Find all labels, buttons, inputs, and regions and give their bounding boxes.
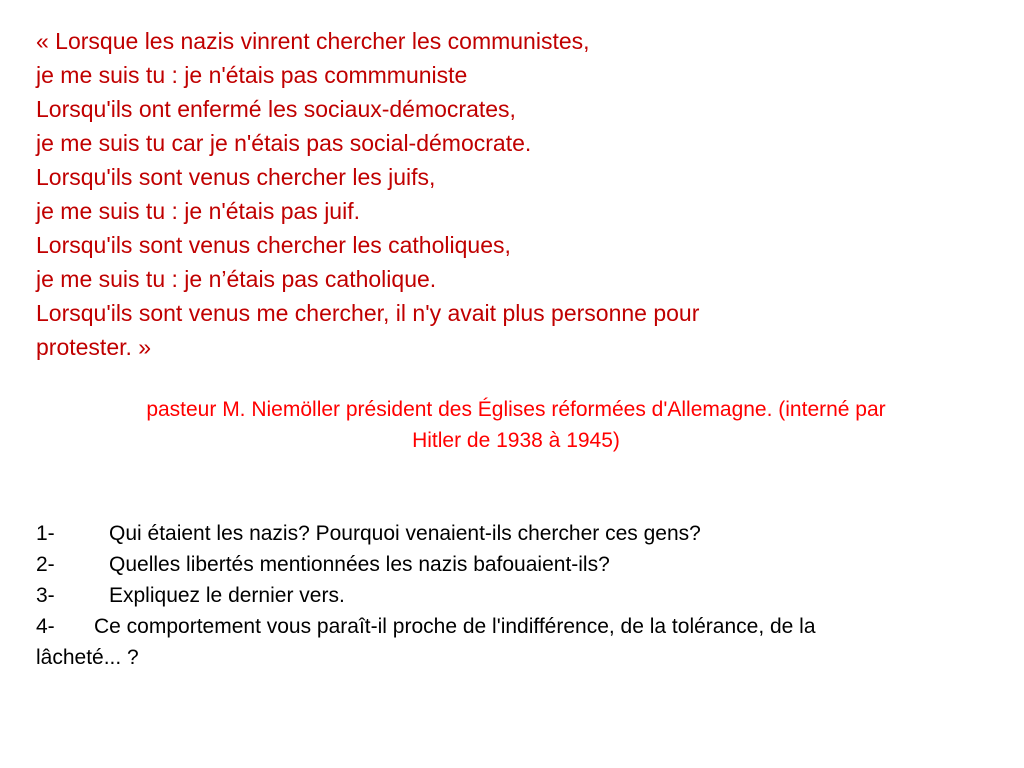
attribution [36,394,996,456]
question-text-continuation: lâcheté... ? [36,646,139,669]
question-number: 2- [36,553,55,576]
attribution-line-2: Hitler de 1938 à 1945) [412,429,620,452]
question-item [36,611,996,673]
questions-list [36,518,996,673]
attribution-line-1: pasteur M. Niemöller président des Églises réformées d'Allemagne. (interné par [146,398,886,421]
question-number: 1- [36,522,55,545]
poem-line: protester. » [36,334,152,360]
poem-line: je me suis tu car je n'étais pas social-démocrate. [36,130,532,156]
poem-line: je me suis tu : je n’étais pas catholique. [36,266,437,292]
question-number: 4- [36,615,55,638]
poem-line: Lorsqu'ils sont venus chercher les catholiques, [36,232,511,258]
poem-line: je me suis tu : je n'étais pas commmuniste [36,62,468,88]
question-text: Qui étaient les nazis? Pourquoi venaient-ils chercher ces gens? [109,522,701,545]
question-text: Expliquez le dernier vers. [109,584,345,607]
question-number: 3- [36,584,55,607]
question-text: Quelles libertés mentionnées les nazis bafouaient-ils? [109,553,610,576]
poem-line: je me suis tu : je n'étais pas juif. [36,198,360,224]
question-text: Ce comportement vous paraît-il proche de l'indifférence, de la tolérance, de la [94,615,816,638]
question-item [36,518,996,549]
poem-quote [36,24,996,364]
poem-line: « Lorsque les nazis vinrent chercher les communistes, [36,28,590,54]
question-item [36,580,996,611]
poem-line: Lorsqu'ils ont enfermé les sociaux-démocrates, [36,96,516,122]
poem-line: Lorsqu'ils sont venus me chercher, il n'y avait plus personne pour [36,300,700,326]
poem-line: Lorsqu'ils sont venus chercher les juifs, [36,164,436,190]
question-item [36,549,996,580]
